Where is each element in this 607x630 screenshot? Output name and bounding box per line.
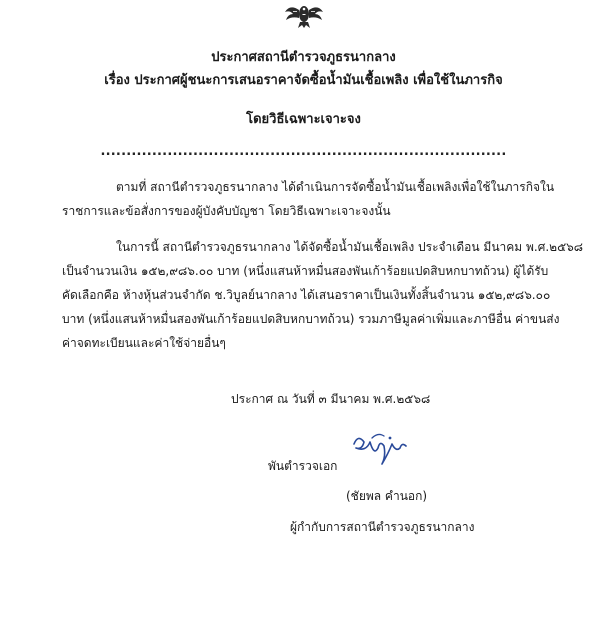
para2-line-3: คัดเลือกคือ ห้างหุ้นส่วนจำกัด ช.วิบูลย์นากลาง ได้เสนอราคาเป็นเงินทั้งสิ้นจำนวน ๑๕๒,๙๘๖.๐๐ xyxy=(62,288,551,302)
announcement-subject: เรื่อง ประกาศผู้ชนะการเสนอราคาจัดซื้อน้ำมันเชื้อเพลิง เพื่อใช้ในภารกิจ xyxy=(104,73,503,88)
dotted-divider: ............................................................................... xyxy=(100,144,507,159)
para1-line-1: ตามที่ สถานีตำรวจภูธรนากลาง ได้ดำเนินการจัดซื้อน้ำมันเชื้อเพลิงเพื่อใช้ในภารกิจใน xyxy=(116,180,555,194)
handwritten-signature xyxy=(344,430,414,474)
garuda-emblem-icon xyxy=(284,0,324,28)
para1-line-2: ราชการและข้อสั่งการของผู้บังคับบัญชา โดยวิธีเฉพาะเจาะจงนั้น xyxy=(62,204,391,218)
signer-name: (ชัยพล คำนอก) xyxy=(346,489,428,503)
para2-line-1: ในการนี้ สถานีตำรวจภูธรนากลาง ได้จัดซื้อน้ำมันเชื้อเพลิง ประจำเดือน มีนาคม พ.ศ.๒๕๖๘ xyxy=(116,240,584,254)
announcement-title: ประกาศสถานีตำรวจภูธรนากลาง xyxy=(211,50,396,65)
announce-date: ประกาศ ณ วันที่ ๓ มีนาคม พ.ศ.๒๕๖๘ xyxy=(231,392,431,406)
para2-line-4: บาท (หนึ่งแสนห้าหมื่นสองพันเก้าร้อยแปดสิบหกบาทถ้วน) รวมภาษีมูลค่าเพิ่มและภาษีอื่น ค่าขนส่ง xyxy=(62,312,560,326)
procurement-method: โดยวิธีเฉพาะเจาะจง xyxy=(246,112,361,127)
para2-line-2: เป็นจำนวนเงิน ๑๕๒,๙๘๖.๐๐ บาท (หนึ่งแสนห้าหมื่นสองพันเก้าร้อยแปดสิบหกบาทถ้วน) ผู้ได้รับ xyxy=(62,264,549,278)
para2-line-5: ค่าจดทะเบียนและค่าใช้จ่ายอื่นๆ xyxy=(62,336,226,350)
signer-rank: พันตำรวจเอก xyxy=(268,459,338,473)
signer-position: ผู้กำกับการสถานีตำรวจภูธรนากลาง xyxy=(290,520,475,534)
